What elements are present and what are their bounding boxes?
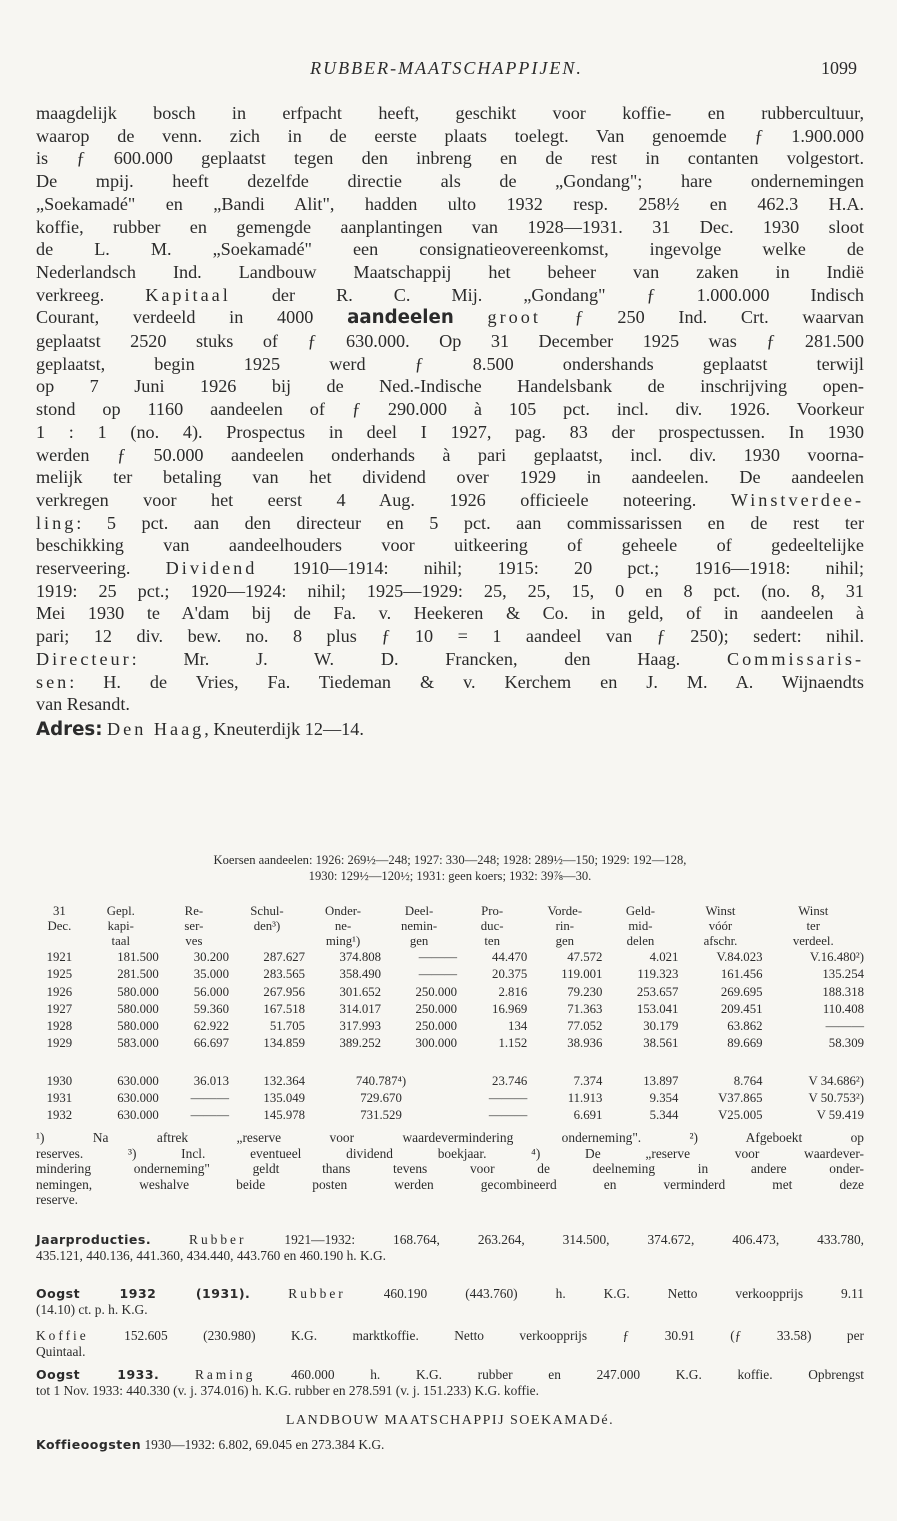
page-number: 1099: [821, 58, 857, 78]
table-cell: 153.041: [636, 1001, 679, 1016]
text-line: [36, 193, 864, 216]
text-run: melijk ter betaling van het dividend over 1929 in aandeelen. De aandeelen: [36, 467, 864, 488]
address-line: [36, 718, 864, 742]
table-cell: 134: [508, 1019, 528, 1034]
table-cell: 23.746: [492, 1073, 528, 1088]
column-header: [36, 904, 83, 949]
text-line: [36, 512, 864, 535]
table-row: [36, 1035, 864, 1052]
table-cell: 250.000: [415, 984, 458, 999]
column-header-text: Gepl.: [106, 904, 135, 918]
estimate-word: Raming: [194, 1367, 256, 1382]
product-word: Rubber: [189, 1232, 247, 1247]
table-cell: 145.978: [263, 1108, 306, 1123]
share-prices: [36, 852, 864, 884]
column-header-text: 31: [52, 904, 66, 918]
footnote-line: mindering onderneming" geldt thans tevens voor de deelneming in andere onder-: [36, 1161, 864, 1177]
harvest-1933: [36, 1367, 864, 1398]
table-cell: 301.652: [339, 984, 382, 999]
harvest-label: Oogst 1932 (1931).: [36, 1286, 251, 1301]
text-run: stond op 1160 aandeelen of ƒ 290.000 à 105 pct. incl. div. 1926. Voorkeur: [36, 399, 864, 420]
text-run: reserveering.: [36, 558, 166, 579]
column-header-text: rin-: [555, 919, 575, 933]
table-cell: 59.360: [193, 1001, 229, 1016]
annual-production-text: 435.121, 440.136, 441.360, 434.440, 443.760 en 460.190 h. K.G.: [36, 1247, 387, 1263]
emphasis-text: Dividend: [165, 558, 258, 579]
column-header-text: Deel-: [404, 904, 434, 918]
text-line: [36, 466, 864, 489]
text-run: beschikking van aandeelhouders voor uitkeering of geheele of gedeeltelijke: [36, 535, 864, 556]
table-cell: 62.922: [193, 1019, 229, 1034]
column-header: [159, 904, 229, 949]
column-header-text: Winst: [798, 904, 829, 918]
text-run: [454, 307, 488, 327]
column-header: [457, 904, 527, 949]
column-header-text: Onder-: [325, 904, 362, 918]
text-line: [36, 580, 864, 603]
table-cell: 35.000: [193, 967, 229, 982]
footnote-line: ¹) Na aftrek „reserve voor waardevermindering onderneming". ²) Afgeboekt op: [36, 1130, 864, 1145]
table-cell: 38.561: [643, 1036, 679, 1051]
text-run: werden ƒ 50.000 aandeelen onderhands à pari geplaatst, incl. div. 1930 voorna-: [36, 444, 864, 465]
column-header-text: Dec.: [47, 919, 72, 933]
table-cell: 1926: [46, 984, 73, 999]
text-run: der R. C. Mij. „Gondang" ƒ 1.000.000 Indisch: [230, 284, 864, 305]
table-cell: 209.451: [720, 1001, 763, 1016]
table-cell: 30.200: [193, 950, 229, 964]
text-line: [36, 147, 864, 170]
table-cell: 58.309: [828, 1036, 864, 1051]
text-run: verkregen voor het eerst 4 Aug. 1926 officieele noteering.: [36, 489, 731, 510]
table-cell: 36.013: [193, 1073, 229, 1088]
table-cell: 1921: [46, 950, 73, 964]
text-run: is ƒ 600.000 geplaatst tegen den inbreng en de rest in contanten volgestort.: [36, 148, 864, 169]
table-cell: 79.230: [567, 984, 603, 999]
table-cell: 269.695: [720, 984, 763, 999]
harvest-text: (14.10) ct. p. h. K.G.: [36, 1301, 148, 1317]
text-line: [36, 125, 864, 148]
text-run: pari; 12 div. bew. no. 8 plus ƒ 10 = 1 aandeel van ƒ 250); sedert: nihil.: [36, 626, 864, 647]
text-line: [36, 398, 864, 421]
text-line: [36, 216, 864, 239]
table-cell: 47.572: [567, 950, 603, 964]
table-gap: [36, 1053, 864, 1073]
table-cell: 20.375: [492, 967, 528, 982]
table-cell: 110.408: [822, 1001, 864, 1016]
table-cell: 1930: [46, 1073, 73, 1088]
column-header-text: Winst: [705, 904, 736, 918]
table-cell: 89.669: [727, 1036, 763, 1051]
column-header-text: duc-: [480, 919, 504, 933]
table-cell: 51.705: [269, 1019, 306, 1034]
text-run: koffie, rubber en gemengde aanplantingen van 1928—1931. 31 Dec. 1930 sloot: [36, 216, 864, 237]
text-line: [36, 421, 864, 444]
table-cell: 56.000: [193, 984, 229, 999]
table-cell: 1925: [46, 967, 73, 982]
table-cell: 300.000: [415, 1036, 458, 1051]
text-line: [36, 170, 864, 193]
table-cell: 283.565: [263, 967, 306, 982]
table-cell: 161.456: [720, 967, 763, 982]
table-cell: 1929: [46, 1036, 73, 1051]
column-header: [381, 904, 457, 949]
text-line: [36, 693, 864, 716]
emphasis-text: Kapitaal: [145, 284, 231, 305]
column-header-text: kapi-: [107, 919, 134, 933]
text-run: geplaatst, begin 1925 werd ƒ 8.500 ondershands geplaatst terwijl: [36, 353, 864, 374]
table-cell: 287.627: [263, 950, 306, 964]
table-cell: 317.993: [339, 1019, 382, 1034]
column-header-text: nemin-: [400, 919, 438, 933]
running-head: [36, 58, 857, 88]
text-line: [36, 353, 864, 376]
table-cell: 135.049: [263, 1091, 306, 1106]
column-header-text: taal: [111, 934, 131, 948]
column-header-text: gen: [555, 934, 575, 948]
table-cell: 181.500: [117, 950, 159, 964]
column-header-text: vóór: [708, 919, 733, 933]
table-cell: 63.862: [727, 1019, 763, 1034]
footnote-line: reserves. ³) Incl. eventueel dividend boekjaar. ⁴) De „reserve voor waardever-: [36, 1145, 864, 1161]
column-header: [678, 904, 762, 949]
footnotes: [36, 1130, 864, 1208]
table-cell: 253.657: [636, 984, 679, 999]
text-run: Nederlandsch Ind. Landbouw Maatschappij het beheer van zaken in Indië: [36, 261, 864, 282]
text-line: [36, 375, 864, 398]
column-header-text: ves: [185, 934, 203, 948]
text-line: [36, 625, 864, 648]
harvest-1933-text: tot 1 Nov. 1933: 440.330 (v. j. 374.016) h. K.G. rubber en 278.591 (v. j. 151.233) K.G. koffie.: [36, 1382, 539, 1398]
table-cell: ———: [418, 950, 458, 964]
text-run: „Soekamadé" en „Bandi Alit", hadden ulto 1932 resp. 258½ en 462.3 H.A.: [36, 193, 864, 214]
address-city: Den Haag: [107, 718, 205, 739]
table-cell: V 50.753²): [808, 1091, 864, 1106]
table-cell: 358.490: [339, 967, 382, 982]
table-row: [36, 1090, 864, 1107]
table-cell: 2.816: [498, 984, 528, 999]
text-line: [36, 602, 864, 625]
table-cell: 8.764: [733, 1073, 763, 1088]
table-cell: 7.374: [573, 1073, 603, 1088]
table-cell: 9.354: [649, 1091, 679, 1106]
table-cell: 6.691: [573, 1108, 603, 1123]
text-run: : 5 pct. aan den directeur en 5 pct. aan commissarissen en de rest ter: [76, 512, 864, 533]
share-prices-line: 1930: 129½—120½; 1931: geen koers; 1932: 39⅞—30.: [308, 869, 592, 883]
table-cell: V.16.480²): [809, 950, 864, 964]
table-row: [36, 1018, 864, 1035]
text-run: Mei 1930 te A'dam bij de Fa. v. Heekeren & Co. in geld, of in aandeelen à: [36, 603, 864, 624]
text-line: [36, 284, 864, 307]
annual-production: [36, 1232, 864, 1263]
company-description: [36, 102, 864, 742]
column-header: [763, 904, 865, 949]
harvest-text: 460.190 (443.760) h. K.G. Netto verkoopprijs 9.11: [345, 1286, 864, 1301]
table-cell: 44.470: [492, 950, 528, 964]
coffee-harvest: [36, 1328, 864, 1359]
table-cell: 38.936: [567, 1036, 603, 1051]
column-header-text: ser-: [184, 919, 204, 933]
text-line: [36, 489, 864, 512]
table-cell: 1927: [46, 1001, 73, 1016]
coffee-yields-label: Koffieoogsten: [36, 1437, 142, 1452]
table-cell: 71.363: [567, 1001, 603, 1016]
column-header: [83, 904, 159, 949]
table-row: [36, 966, 864, 983]
table-cell: 1.152: [498, 1036, 528, 1051]
column-header-text: mid-: [628, 919, 653, 933]
text-run: geplaatst 2520 stuks of ƒ 630.000. Op 31 December 1925 was ƒ 281.500: [36, 331, 864, 352]
column-header-text: ne-: [334, 919, 352, 933]
column-header: [305, 904, 381, 949]
text-run: de L. M. „Soekamadé" een consignatieovereenkomst, ingevolge welke de: [36, 239, 864, 260]
text-line: [36, 261, 864, 284]
footnote-line: nemingen, weshalve beide posten werden gecombineerd en verminderd met deze: [36, 1176, 864, 1192]
table-cell: V.84.023: [716, 950, 763, 964]
column-header-text: ming¹): [325, 934, 361, 948]
table-cell: 77.052: [567, 1019, 603, 1034]
text-run: maagdelijk bosch in erfpacht heeft, geschikt voor koffie- en rubbercultuur,: [36, 103, 864, 123]
column-header-text: Pro-: [481, 904, 504, 918]
address-label: Adres:: [36, 718, 103, 740]
emphasis-text: ling: [36, 512, 77, 533]
coffee-yields: [36, 1437, 864, 1453]
coffee-yields-text: 1930—1932: 6.802, 69.045 en 273.384 K.G.: [141, 1437, 385, 1452]
running-title: RUBBER-MAATSCHAPPIJEN.: [310, 58, 583, 78]
table-cell: 16.969: [492, 1001, 528, 1016]
column-header-text: afschr.: [703, 934, 738, 948]
text-line: [36, 534, 864, 557]
product-word: Koffie: [36, 1328, 89, 1343]
column-header-text: verdeel.: [792, 934, 834, 948]
column-header-text: den³): [253, 919, 281, 933]
text-line: [36, 671, 864, 694]
text-run: waarop de venn. zich in de eerste plaats toelegt. Van genoemde ƒ 1.900.000: [36, 125, 864, 146]
table-cell: 740.787⁴): [355, 1073, 407, 1088]
table-cell: 583.000: [117, 1036, 159, 1051]
harvest-1933-label: Oogst 1933.: [36, 1367, 160, 1382]
table-cell: 132.364: [263, 1073, 306, 1088]
table-cell: 630.000: [117, 1091, 159, 1106]
table-cell: 66.697: [193, 1036, 229, 1051]
column-header-text: delen: [626, 934, 655, 948]
text-line: [36, 557, 864, 580]
table-cell: 580.000: [117, 984, 159, 999]
text-run: 1 : 1 (no. 4). Prospectus in deel I 1927, pag. 83 der prospectussen. In 1930: [36, 421, 864, 442]
table-cell: V 34.686²): [808, 1073, 864, 1088]
text-run: Courant, verdeeld in 4000: [36, 307, 348, 328]
emphasis-text: Directeur: [36, 648, 132, 669]
column-header-text: Vorde-: [547, 904, 583, 918]
share-prices-line: Koersen aandeelen: 1926: 269½—248; 1927: 330—248; 1928: 289½—150; 1929: 192—128,: [213, 853, 687, 867]
table-cell: 630.000: [117, 1108, 159, 1123]
table-cell: 731.529: [360, 1108, 402, 1123]
text-run: 1910—1914: nihil; 1915: 20 pct.; 1916—1918: nihil;: [257, 558, 864, 579]
table-cell: 119.323: [637, 967, 679, 982]
table-cell: 134.859: [263, 1036, 306, 1051]
product-word: Rubber: [288, 1286, 346, 1301]
column-header: [527, 904, 602, 949]
text-line: [36, 330, 864, 353]
table-cell: ———: [418, 967, 458, 982]
table-cell: 580.000: [117, 1001, 159, 1016]
table-cell: ———: [825, 1019, 864, 1034]
emphasis-text: groot: [487, 307, 541, 328]
table-cell: ———: [488, 1091, 528, 1106]
table-cell: 1931: [46, 1091, 73, 1106]
column-header-text: Geld-: [625, 904, 655, 918]
table-cell: 389.252: [339, 1036, 382, 1051]
table-cell: 30.179: [643, 1019, 679, 1034]
text-line: [36, 102, 864, 125]
table-cell: 4.021: [649, 950, 679, 964]
table-cell: 281.500: [117, 967, 159, 982]
table-cell: 729.670: [360, 1091, 402, 1106]
text-line: [36, 306, 864, 330]
column-header-text: ter: [806, 919, 820, 933]
table-cell: 250.000: [415, 1001, 458, 1016]
table-cell: ———: [488, 1108, 528, 1123]
annual-production-text: 1921—1932: 168.764, 263.264, 314.500, 374.672, 406.473, 433.780,: [246, 1232, 864, 1247]
text-run: van Resandt.: [36, 694, 130, 715]
section-title: LANDBOUW MAATSCHAPPIJ SOEKAMADé.: [285, 1413, 615, 1428]
table-cell: V 59.419: [816, 1108, 864, 1123]
table-row: [36, 1073, 864, 1090]
table-cell: 5.344: [649, 1108, 679, 1123]
text-line: [36, 238, 864, 261]
emphasis-text: Winstverdee-: [730, 489, 864, 510]
harvest-1933-text: 460.000 h. K.G. rubber en 247.000 K.G. koffie. Opbrengst: [255, 1367, 864, 1382]
balance-table: [36, 904, 864, 1125]
column-header-text: ten: [484, 934, 500, 948]
emphasis-text: aandeelen: [347, 307, 454, 329]
table-row: [36, 984, 864, 1001]
coffee-text: Quintaal.: [36, 1343, 86, 1359]
column-header-text: gen: [409, 934, 429, 948]
table-cell: ———: [190, 1108, 229, 1123]
address-street: , Kneuterdijk 12—14.: [204, 718, 364, 739]
table-row: [36, 1107, 864, 1124]
table-cell: 630.000: [117, 1073, 159, 1088]
table-row: [36, 1001, 864, 1018]
column-header-text: Re-: [184, 904, 204, 918]
table-cell: 188.318: [822, 984, 864, 999]
table-cell: 250.000: [415, 1019, 458, 1034]
text-run: De mpij. heeft dezelfde directie als de „Gondang"; hare ondernemingen: [36, 171, 864, 192]
harvest-1932: [36, 1286, 864, 1317]
table-cell: ———: [190, 1091, 229, 1106]
text-run: ƒ 250 Ind. Crt. waarvan: [540, 307, 864, 328]
emphasis-text: sen: [36, 671, 70, 692]
text-run: op 7 Juni 1926 bij de Ned.-Indische Handelsbank de inschrijving open-: [36, 376, 864, 397]
coffee-text: 152.605 (230.980) K.G. marktkoffie. Netto verkoopprijs ƒ 30.91 (ƒ 33.58) per: [88, 1328, 864, 1343]
text-line: [36, 648, 864, 671]
table-cell: 1932: [46, 1108, 73, 1123]
table-row: [36, 949, 864, 966]
table-cell: 167.518: [263, 1001, 306, 1016]
column-header: [602, 904, 678, 949]
table-cell: 374.808: [339, 950, 382, 964]
text-run: : H. de Vries, Fa. Tiedeman & v. Kerchem en J. M. A. Wijnaendts: [69, 671, 864, 692]
table-cell: 135.254: [822, 967, 864, 982]
text-run: 1919: 25 pct.; 1920—1924: nihil; 1925—1929: 25, 25, 15, 0 en 8 pct. (no. 8, 31: [36, 580, 864, 601]
table-cell: 267.956: [263, 984, 306, 999]
table-cell: 1928: [46, 1019, 73, 1034]
table-cell: 119.001: [561, 967, 603, 982]
footnote-line: reserve.: [36, 1192, 79, 1208]
column-header: [229, 904, 305, 949]
table-cell: 13.897: [643, 1073, 679, 1088]
column-header-text: Schul-: [250, 904, 284, 918]
text-line: [36, 444, 864, 467]
table-cell: 314.017: [339, 1001, 382, 1016]
table-cell: 580.000: [117, 1019, 159, 1034]
text-run: : Mr. J. W. D. Francken, den Haag.: [131, 648, 727, 669]
annual-production-label: Jaarproducties.: [36, 1232, 152, 1247]
table-cell: 11.913: [567, 1091, 603, 1106]
table-cell: V37.865: [718, 1091, 763, 1106]
emphasis-text: Commissaris-: [726, 648, 864, 669]
text-run: verkreeg.: [36, 284, 146, 305]
table-cell: V25.005: [718, 1108, 763, 1123]
